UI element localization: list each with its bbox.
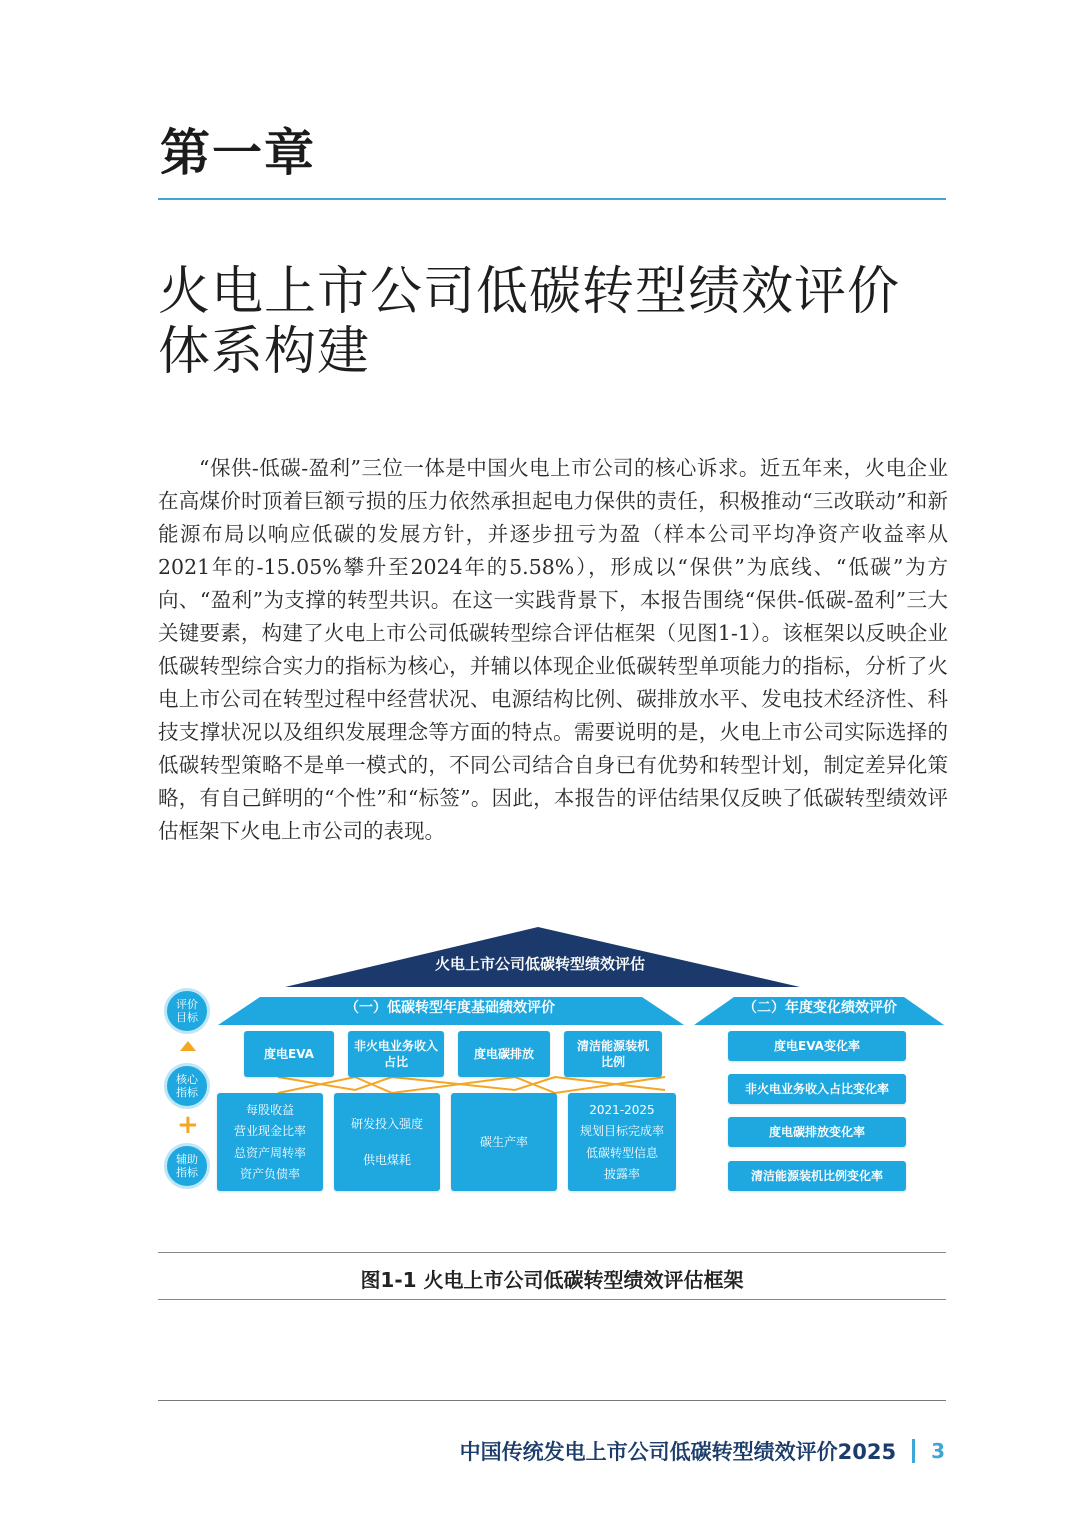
change-box-carbon: 度电碳排放变化率 [728, 1117, 906, 1147]
arrow-up-icon [180, 1041, 196, 1051]
roof-graphic [160, 925, 945, 1035]
aux-box-text: 碳生产率 [479, 1135, 528, 1149]
core-box-text: 清洁能源装机 [576, 1039, 649, 1053]
change-box-nonthermal: 非火电业务收入占比变化率 [728, 1074, 906, 1104]
framework-figure [160, 925, 945, 1200]
aux-box-text: 披露率 [603, 1166, 640, 1181]
link-line-2 [278, 1077, 665, 1093]
core-box-carbon-emission [458, 1031, 550, 1077]
aux-box-text: 总资产周转率 [233, 1145, 306, 1160]
core-box-text: 比例 [600, 1055, 625, 1069]
figure-caption: 图1-1 火电上市公司低碳转型绩效评估框架 [360, 1268, 744, 1292]
aux-box-finance [217, 1093, 323, 1191]
aux-box-text: 供电煤耗 [362, 1152, 411, 1167]
band-right-label: （二）年度变化绩效评价 [743, 1000, 897, 1016]
change-box-eva: 度电EVA变化率 [728, 1031, 906, 1061]
core-box-text: 度电EVA [264, 1047, 314, 1061]
plus-icon: + [177, 1110, 199, 1140]
roof-title: 火电上市公司低碳转型绩效评估 [434, 955, 645, 973]
core-box-nonthermal-revenue [348, 1031, 444, 1077]
aux-box-planning [568, 1093, 676, 1191]
page-title [158, 262, 958, 382]
title-line-1: 火电上市公司低碳转型绩效评价 [158, 262, 901, 322]
side-label-aux: 辅助指标 [164, 1143, 210, 1189]
aux-box-text: 资产负债率 [239, 1166, 300, 1181]
core-box-eva [244, 1031, 334, 1077]
core-box-text: 占比 [383, 1055, 408, 1069]
side-label-core: 核心指标 [164, 1063, 210, 1109]
core-box-clean-capacity [564, 1031, 662, 1077]
aux-box-text: 每股收益 [245, 1103, 294, 1118]
core-box-text: 度电碳排放 [473, 1047, 534, 1061]
core-box-text: 非火电业务收入 [353, 1039, 438, 1053]
side-label-goal: 评价目标 [164, 988, 210, 1034]
title-line-2: 体系构建 [158, 322, 371, 382]
change-box-clean: 清洁能源装机比例变化率 [728, 1161, 906, 1191]
link-line-1 [278, 1077, 665, 1090]
aux-box-text: 营业现金比率 [233, 1124, 306, 1139]
page-footer [460, 1436, 945, 1466]
aux-box-text: 研发投入强度 [350, 1117, 423, 1132]
chapter-divider [158, 198, 946, 200]
body-paragraph: “保供-低碳-盈利”三位一体是中国火电上市公司的核心诉求。近五年来，火电企业在高煤价时顶着巨额亏损的压力依然承担起电力保供的责任，积极推动“三改联动”和新能源布局以响应低碳的发展方针，并逐步扭亏为盈（样本公司平均净资产收益率从2021年的-15.05%攀升至2024年的5.58%），形成以“保供”为底线、“低碳”为方向、“盈利”为支撑的转型共识。在这一实践背景下，本报告围绕“保供-低碳-盈利”三大关键要素，构建了火电上市公司低碳转型综合评估框架（见图1-1）。该框架以反映企业低碳转型综合实力的指标为核心，并辅以体现企业低碳转型单项能力的指标，分析了火电上市公司在转型过程中经营状况、电源结构比例、碳排放水平、发电技术经济性、科技支撑状况以及组织发展理念等方面的特点。需要说明的是，火电上市公司实际选择的低碳转型策略不是单一模式的，不同公司结合自身已有优势和转型计划，制定差异化策略，有自己鲜明的“个性”和“标签”。因此，本报告的评估结果仅反映了低碳转型绩效评估框架下火电上市公司的表现。 [158, 456, 948, 843]
footer-divider [158, 1400, 946, 1401]
page-number: 3 [931, 1439, 945, 1463]
caption-rule-bottom [158, 1299, 946, 1300]
footer-separator [912, 1439, 915, 1463]
band-left-label: （一）低碳转型年度基础绩效评价 [345, 1000, 555, 1016]
footer-title: 中国传统发电上市公司低碳转型绩效评价2025 [459, 1440, 897, 1464]
aux-box-text: 2021-2025 [589, 1103, 655, 1118]
aux-box-text: 规划目标完成率 [579, 1124, 664, 1139]
caption-rule-top [158, 1252, 946, 1253]
aux-box-carbon-productivity [451, 1093, 557, 1191]
aux-box-tech [334, 1093, 440, 1191]
aux-box-text: 低碳转型信息 [585, 1145, 658, 1160]
chapter-heading: 第一章 [160, 124, 316, 182]
